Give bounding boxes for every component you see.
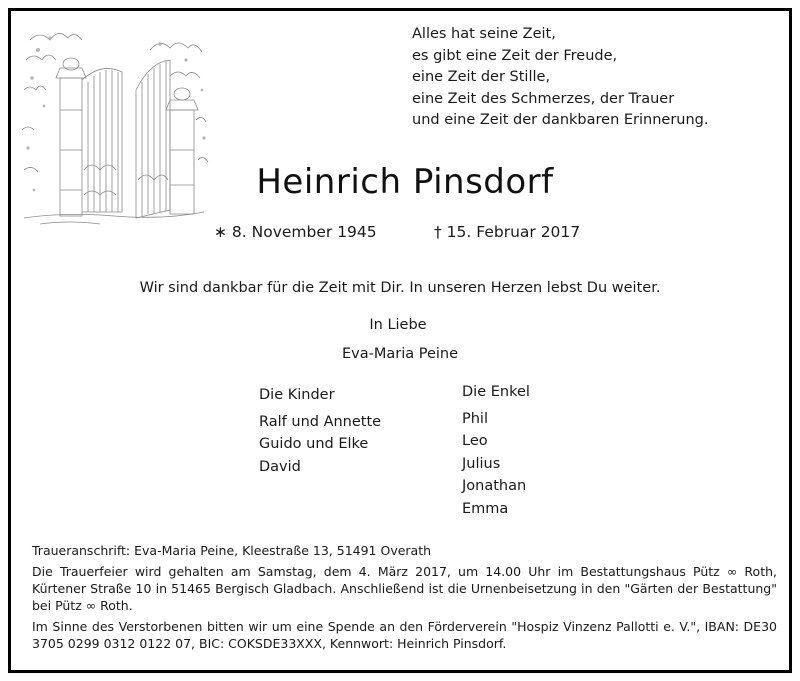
- memorial-poem: [412, 24, 708, 132]
- poem-line: und eine Zeit der dankbaren Erinnerung.: [412, 112, 709, 128]
- in-love-line: In Liebe: [369, 317, 427, 333]
- children-list: [259, 384, 381, 478]
- poem-line: es gibt eine Zeit der Freude,: [412, 47, 618, 64]
- notice-footer: [32, 542, 777, 652]
- poem-line: eine Zeit der Stille,: [412, 69, 551, 85]
- spouse-name: Eva-Maria Peine: [341, 346, 459, 362]
- children-heading: Die Kinder: [259, 387, 335, 403]
- list-item: Jonathan: [462, 478, 527, 494]
- list-item: Leo: [462, 433, 488, 449]
- deceased-name: Heinrich Pinsdorf: [256, 162, 554, 202]
- donation-info: Im Sinne des Verstorbenen bitten wir um eine Spende an den Förderverein "Hospiz Vinzenz Pallotti e. V.", IBAN: DE30 3705 0299 0312 0122 07, BIC: COKSDE33XXX, Kennwort: Heinrich Pinsdorf.: [32, 619, 777, 651]
- grandchildren-list: [462, 381, 530, 520]
- memorial-motto: Wir sind dankbar für die Zeit mit Dir. In unseren Herzen lebst Du weiter.: [139, 280, 661, 296]
- ceremony-info: Die Trauerfeier wird gehalten am Samstag, dem 4. März 2017, um 14.00 Uhr im Bestattungshaus Pütz ∞ Roth, Kürtener Straße 10 in 51465 Bergisch Gladbach. Anschließend ist die Urnenbeisetzung in den "Gärten der Bestattung" bei Pütz ∞ Roth.: [32, 564, 777, 613]
- list-item: Ralf und Annette: [259, 413, 382, 430]
- grandchildren-heading: Die Enkel: [462, 384, 530, 400]
- mourning-address: Traueranschrift: Eva-Maria Peine, Kleestraße 13, 51491 Overath: [32, 543, 432, 558]
- list-item: Emma: [462, 500, 509, 517]
- list-item: Julius: [462, 455, 501, 472]
- poem-line: eine Zeit des Schmerzes, der Trauer: [412, 90, 675, 107]
- list-item: Guido und Elke: [259, 436, 369, 452]
- list-item: Phil: [462, 410, 488, 427]
- birth-date: ∗ 8. November 1945: [214, 223, 377, 241]
- death-date: † 15. Februar 2017: [434, 223, 581, 241]
- list-item: David: [259, 458, 301, 475]
- poem-line: Alles hat seine Zeit,: [412, 26, 556, 42]
